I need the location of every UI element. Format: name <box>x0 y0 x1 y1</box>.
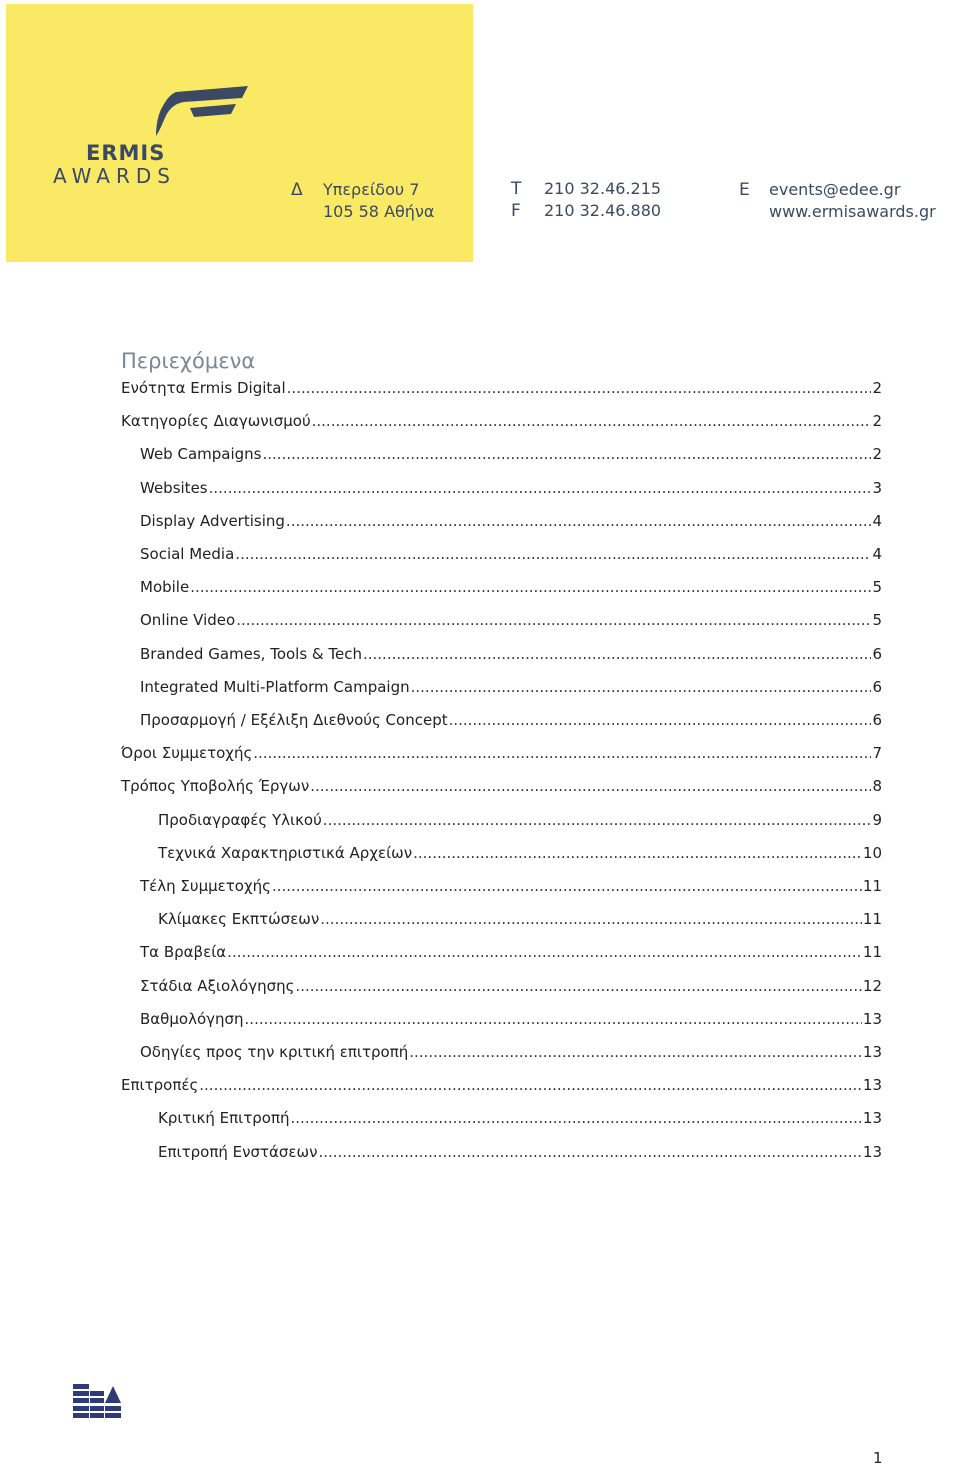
toc-entry-label: Display Advertising <box>140 511 285 530</box>
toc-entry-label: Branded Games, Tools & Tech <box>140 644 362 663</box>
toc-entry-page: 7 <box>872 744 882 763</box>
toc-leader-dots <box>291 1109 862 1127</box>
toc-leader-dots <box>190 578 871 596</box>
toc-entry[interactable] <box>140 678 882 708</box>
toc-entry-label: Integrated Multi-Platform Campaign <box>140 677 410 696</box>
toc-entry-page: 13 <box>862 1043 882 1061</box>
toc-entry[interactable] <box>140 445 882 475</box>
toc-entry[interactable] <box>158 910 882 940</box>
toc-leader-dots <box>310 777 871 795</box>
toc-entry-page: 6 <box>872 711 882 729</box>
toc-leader-dots <box>287 379 872 397</box>
toc-entry-label: Social Media <box>140 545 235 563</box>
toc-entry-page: 3 <box>872 478 882 497</box>
toc-entry[interactable] <box>158 811 882 841</box>
fax-number: 210 32.46.880 <box>544 201 662 220</box>
toc-leader-dots <box>272 877 862 895</box>
toc-entry-page: 11 <box>862 910 882 929</box>
header-banner <box>6 4 473 262</box>
toc-entry-page: 13 <box>862 1142 882 1161</box>
fax-letter: F <box>511 201 521 221</box>
toc-entry[interactable] <box>158 1143 882 1173</box>
toc-entry-label: Τα Βραβεία <box>140 943 227 962</box>
toc-entry[interactable] <box>140 877 882 907</box>
phone-letter: T <box>511 179 522 199</box>
toc-entry-page: 13 <box>862 1076 882 1095</box>
toc-leader-dots <box>320 910 862 928</box>
toc-entry-label: Επιτροπή Ενστάσεων <box>158 1142 318 1161</box>
toc-entry[interactable] <box>158 844 882 874</box>
toc-entry-page: 9 <box>872 810 882 829</box>
toc-entry-label: Mobile <box>140 578 190 597</box>
edee-logo-icon <box>73 1384 121 1420</box>
toc-entry-page: 2 <box>872 412 882 431</box>
toc-entry-page: 10 <box>862 843 882 862</box>
toc-entry[interactable] <box>140 711 882 741</box>
toc-entry-label: Τεχνικά Χαρακτηριστικά Αρχείων <box>158 843 413 862</box>
toc-leader-dots <box>295 977 861 995</box>
toc-leader-dots <box>199 1076 862 1094</box>
toc-entry-page: 4 <box>872 511 882 530</box>
address-line1: Υπερείδου 7 <box>323 180 420 199</box>
toc-entry[interactable] <box>158 1109 882 1139</box>
website-link[interactable]: www.ermisawards.gr <box>769 202 936 221</box>
toc-leader-dots <box>209 479 872 497</box>
toc-entry-page: 11 <box>862 877 882 895</box>
address-line2: 105 58 Αθήνα <box>323 202 435 221</box>
toc-entry[interactable] <box>121 412 882 442</box>
toc-entry-page: 11 <box>862 943 882 962</box>
toc-entry-label: Κριτική Επιτροπή <box>158 1109 290 1128</box>
toc-entry-page: 2 <box>872 445 882 464</box>
toc-leader-dots <box>227 943 862 961</box>
toc-entry-page: 12 <box>862 976 882 995</box>
toc-leader-dots <box>286 512 872 530</box>
toc-entry-page: 4 <box>872 545 882 563</box>
toc-entry-label: Online Video <box>140 611 236 630</box>
toc-entry[interactable] <box>140 578 882 608</box>
toc-entry-label: Όροι Συμμετοχής <box>121 744 253 763</box>
toc-leader-dots <box>262 445 871 463</box>
toc-entry-page: 8 <box>872 777 882 796</box>
brand-name: ERMIS <box>86 141 166 165</box>
toc-entry[interactable] <box>140 977 882 1007</box>
toc-leader-dots <box>312 412 872 430</box>
toc-entry[interactable] <box>140 1043 882 1073</box>
brand-subtitle: AWARDS <box>53 164 176 188</box>
toc-entry-label: Επιτροπές <box>121 1076 199 1095</box>
page-number: 1 <box>873 1449 883 1467</box>
toc-leader-dots <box>236 611 871 629</box>
toc-entry[interactable] <box>140 943 882 973</box>
toc-leader-dots <box>235 545 871 563</box>
toc-entry[interactable] <box>121 777 882 807</box>
phone-number: 210 32.46.215 <box>544 179 662 198</box>
toc-entry-label: Προσαρμογή / Εξέλιξη Διεθνούς Concept <box>140 711 448 729</box>
toc-entry-label: Οδηγίες προς την κριτική επιτροπή <box>140 1043 409 1061</box>
toc-leader-dots <box>245 1010 862 1028</box>
toc-entry-label: Ενότητα Ermis Digital <box>121 379 286 397</box>
toc-leader-dots <box>413 844 862 862</box>
toc-entry[interactable] <box>140 479 882 509</box>
toc-entry-page: 13 <box>862 1009 882 1028</box>
toc-leader-dots <box>318 1143 861 1161</box>
toc-entry-label: Κλίμακες Εκπτώσεων <box>158 910 320 929</box>
toc-leader-dots <box>253 744 871 762</box>
toc-entry[interactable] <box>121 1076 882 1106</box>
email-link[interactable]: events@edee.gr <box>769 180 901 199</box>
toc-entry-label: Τρόπος Υποβολής Έργων <box>121 777 310 796</box>
toc-entry-label: Web Campaigns <box>140 445 262 464</box>
toc-entry-page: 2 <box>872 379 882 397</box>
toc-entry-label: Websites <box>140 478 208 497</box>
address-letter: Δ <box>291 180 303 200</box>
toc-entry[interactable] <box>140 645 882 675</box>
toc-leader-dots <box>363 645 871 663</box>
toc-entry-page: 5 <box>872 611 882 630</box>
toc-entry[interactable] <box>140 512 882 542</box>
toc-entry-page: 6 <box>872 644 882 663</box>
toc-entry-page: 5 <box>872 578 882 597</box>
toc-entry[interactable] <box>140 611 882 641</box>
toc-entry-label: Στάδια Αξιολόγησης <box>140 976 295 995</box>
toc-leader-dots <box>411 678 872 696</box>
toc-entry-label: Βαθμολόγηση <box>140 1009 244 1028</box>
toc-entry-label: Τέλη Συμμετοχής <box>140 877 271 895</box>
toc-entry[interactable] <box>140 1010 882 1040</box>
toc-entry[interactable] <box>121 379 882 409</box>
toc-title: Περιεχόμενα <box>121 349 256 373</box>
toc-entry-page: 13 <box>862 1109 882 1128</box>
toc-entry-label: Προδιαγραφές Υλικού <box>158 810 322 829</box>
toc-leader-dots <box>409 1043 862 1061</box>
toc-entry-label: Κατηγορίες Διαγωνισμού <box>121 412 311 431</box>
ermis-logo-icon <box>156 86 248 136</box>
email-letter: E <box>739 180 750 200</box>
toc-entry-page: 6 <box>872 677 882 696</box>
toc-entry[interactable] <box>140 545 882 575</box>
toc-entry[interactable] <box>121 744 882 774</box>
toc-leader-dots <box>449 711 872 729</box>
toc-leader-dots <box>323 811 872 829</box>
